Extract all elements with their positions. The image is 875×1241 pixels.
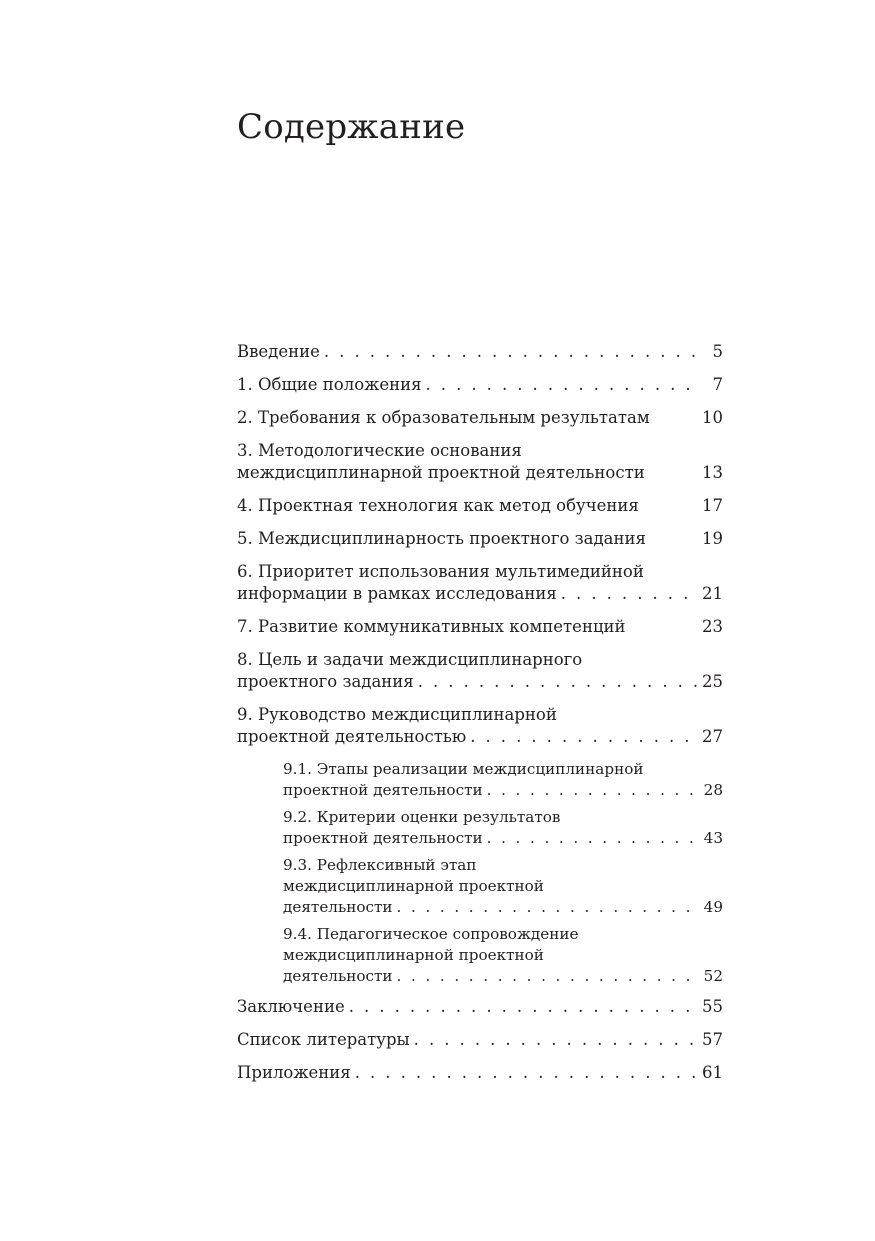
toc-entry-text: 7. Развитие коммуникативных компетенций: [237, 617, 626, 636]
dot-leader: [324, 341, 697, 363]
toc-page-number: 21: [702, 584, 723, 603]
toc-entry[interactable]: [237, 704, 723, 748]
toc-entry[interactable]: [237, 561, 723, 605]
toc-entry[interactable]: [237, 495, 723, 517]
toc-page-number: 61: [702, 1063, 723, 1082]
table-of-contents: [237, 341, 723, 1095]
toc-entry[interactable]: [237, 649, 723, 693]
toc-entry-text: 6. Приоритет использования мультимедийной: [237, 562, 644, 581]
toc-entry-text: информации в рамках исследования: [237, 584, 557, 603]
toc-entry[interactable]: [237, 1062, 723, 1084]
toc-entry-text: проектной деятельностью: [237, 727, 467, 746]
toc-entry[interactable]: [237, 1029, 723, 1051]
toc-entry-text: 2. Требования к образовательным результатам: [237, 408, 650, 427]
toc-entry-text: 9.2. Критерии оценки результатов: [283, 808, 561, 826]
toc-page-number: 27: [702, 727, 723, 746]
toc-entry[interactable]: [237, 616, 723, 638]
toc-entry-text: деятельности: [283, 898, 393, 916]
toc-page-number: 25: [702, 672, 723, 691]
page-title: Содержание: [237, 107, 466, 147]
toc-entry-text: проектной деятельности: [283, 781, 483, 799]
toc-entry-text: деятельности: [283, 967, 393, 985]
toc-entry[interactable]: [237, 341, 723, 363]
toc-subentry[interactable]: [283, 924, 723, 987]
toc-page-number: 52: [703, 967, 723, 985]
toc-entry-text: 5. Междисциплинарность проектного задания: [237, 529, 646, 548]
toc-entry-text: Введение: [237, 342, 320, 361]
toc-entry-text: междисциплинарной проектной: [283, 946, 544, 964]
toc-page-number: 43: [703, 829, 723, 847]
toc-entry-text: Приложения: [237, 1063, 351, 1082]
dot-leader: [487, 780, 697, 801]
toc-page-number: 19: [702, 529, 723, 548]
toc-entry-text: 9.1. Этапы реализации междисциплинарной: [283, 760, 644, 778]
toc-page-number: 5: [712, 342, 723, 361]
toc-entry-text: Заключение: [237, 997, 345, 1016]
toc-entry-text: проектной деятельности: [283, 829, 483, 847]
dot-leader: [561, 583, 697, 605]
toc-entry[interactable]: [237, 996, 723, 1018]
toc-entry[interactable]: [237, 528, 723, 550]
toc-entry-text: 9.4. Педагогическое сопровождение: [283, 925, 579, 943]
dot-leader: [349, 996, 697, 1018]
toc-page-number: 23: [702, 617, 723, 636]
toc-entry[interactable]: [237, 374, 723, 396]
toc-entry-text: 4. Проектная технология как метод обучения: [237, 496, 639, 515]
toc-page-number: 57: [702, 1030, 723, 1049]
toc-entry-text: 1. Общие положения: [237, 375, 422, 394]
dot-leader: [470, 726, 697, 748]
toc-subentry[interactable]: [283, 855, 723, 918]
toc-entry-text: проектного задания: [237, 672, 414, 691]
dot-leader: [414, 1029, 697, 1051]
toc-entry-text: 9.3. Рефлексивный этап: [283, 856, 477, 874]
dot-leader: [397, 966, 697, 987]
toc-page-number: 7: [712, 375, 723, 394]
dot-leader: [397, 897, 697, 918]
toc-entry-text: 8. Цель и задачи междисциплинарного: [237, 650, 583, 669]
toc-page-number: 49: [703, 898, 723, 916]
toc-subentry[interactable]: [283, 759, 723, 801]
toc-page-number: 17: [702, 496, 723, 515]
toc-page-number: 55: [702, 997, 723, 1016]
dot-leader: [487, 828, 697, 849]
toc-subentry[interactable]: [283, 807, 723, 849]
toc-page-number: 10: [702, 408, 723, 427]
toc-entry[interactable]: [237, 407, 723, 429]
toc-entry-text: междисциплинарной проектной: [283, 877, 544, 895]
toc-entry-text: Список литературы: [237, 1030, 410, 1049]
toc-entry-text: 3. Методологические основания: [237, 441, 522, 460]
dot-leader: [426, 374, 698, 396]
dot-leader: [355, 1062, 697, 1084]
toc-entry-text: междисциплинарной проектной деятельности: [237, 463, 645, 482]
toc-page-number: 13: [702, 463, 723, 482]
toc-entry[interactable]: [237, 440, 723, 484]
dot-leader: [418, 671, 697, 693]
toc-page-number: 28: [703, 781, 723, 799]
toc-entry-text: 9. Руководство междисциплинарной: [237, 705, 557, 724]
